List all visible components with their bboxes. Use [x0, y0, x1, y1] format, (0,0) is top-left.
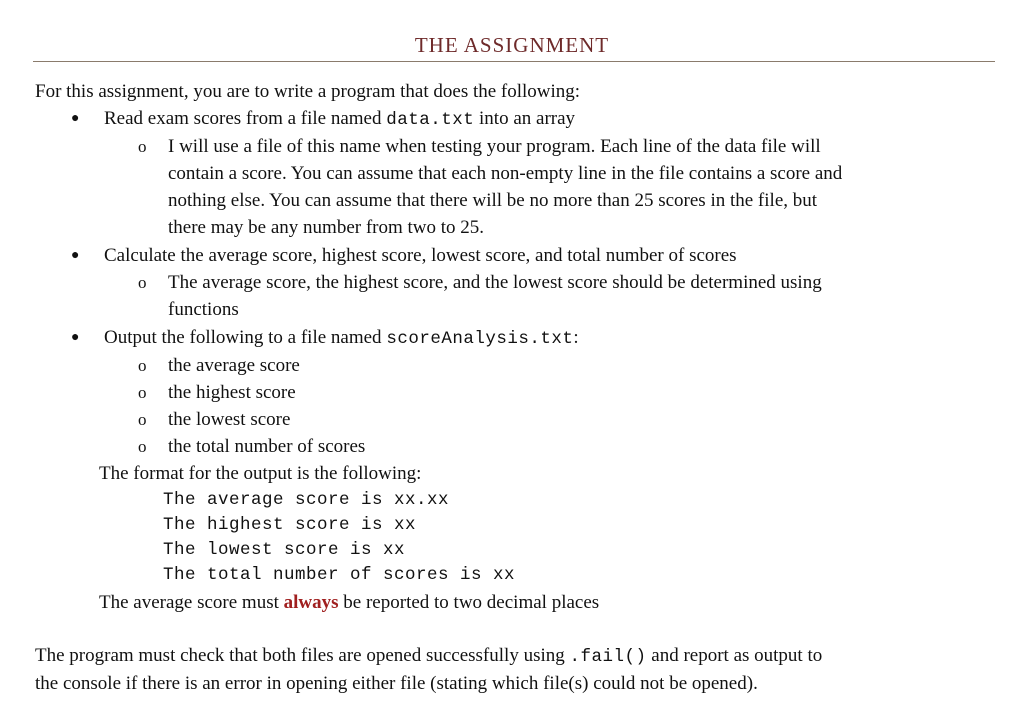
output-item: the lowest score — [168, 409, 291, 430]
sub-bullet-marker: o — [138, 356, 147, 375]
sub-text-line: The average score, the highest score, and the lowest score should be determined using — [168, 272, 822, 293]
sub-text-line: contain a score. You can assume that each non-empty line in the file contains a score and — [168, 163, 843, 184]
code-fail: .fail() — [569, 647, 647, 667]
output-item: the total number of scores — [168, 436, 366, 457]
closing-paragraph-line1 — [35, 644, 822, 669]
sub-text-line: there may be any number from two to 25. — [168, 217, 485, 238]
format-line: The lowest score is xx — [163, 540, 406, 560]
bullet-read-pre: Read exam scores from a file named — [104, 108, 387, 129]
format-label: The format for the output is the following: — [99, 463, 422, 484]
bullet-marker: ● — [71, 111, 80, 126]
sub-bullet-marker: o — [138, 273, 147, 292]
sub-text-line: I will use a file of this name when testing your program. Each line of the data file will — [168, 136, 821, 157]
bullet-read-scores — [104, 107, 575, 132]
bullet-output-pre: Output the following to a file named — [104, 327, 387, 348]
closing-paragraph-line2: the console if there is an error in opening either file (stating which file(s) could not be opened). — [35, 673, 758, 694]
bullet-output-post: : — [573, 327, 579, 348]
bullet-output — [104, 326, 579, 351]
sub-bullet-marker: o — [138, 137, 147, 156]
code-scoreanalysis-txt: scoreAnalysis.txt — [386, 329, 574, 349]
closing-pre: The program must check that both files are opened successfully using — [35, 645, 570, 666]
sub-text-line: nothing else. You can assume that there will be no more than 25 scores in the file, but — [168, 190, 818, 211]
bullet-marker: ● — [71, 330, 80, 345]
closing-post: and report as output to — [646, 645, 823, 666]
sub-bullet-marker: o — [138, 410, 147, 429]
format-line: The total number of scores is xx — [163, 565, 516, 585]
page-title: THE ASSIGNMENT — [414, 33, 610, 57]
title-rule — [33, 61, 995, 62]
output-item: the highest score — [168, 382, 296, 403]
code-data-txt: data.txt — [386, 110, 475, 130]
bullet-calculate: Calculate the average score, highest score, lowest score, and total number of scores — [104, 245, 737, 266]
bullet-marker: ● — [71, 248, 80, 263]
output-item: the average score — [168, 355, 300, 376]
sub-bullet-marker: o — [138, 437, 147, 456]
sub-text-line: functions — [168, 299, 239, 320]
emphasis-always: always — [283, 592, 339, 613]
average-note-post: be reported to two decimal places — [338, 592, 600, 613]
average-note — [99, 591, 599, 615]
format-line: The highest score is xx — [163, 515, 417, 535]
average-note-pre: The average score must — [99, 592, 284, 613]
format-line: The average score is xx.xx — [163, 490, 450, 510]
bullet-read-post: into an array — [474, 108, 576, 129]
sub-bullet-marker: o — [138, 383, 147, 402]
intro-text: For this assignment, you are to write a program that does the following: — [35, 81, 581, 102]
